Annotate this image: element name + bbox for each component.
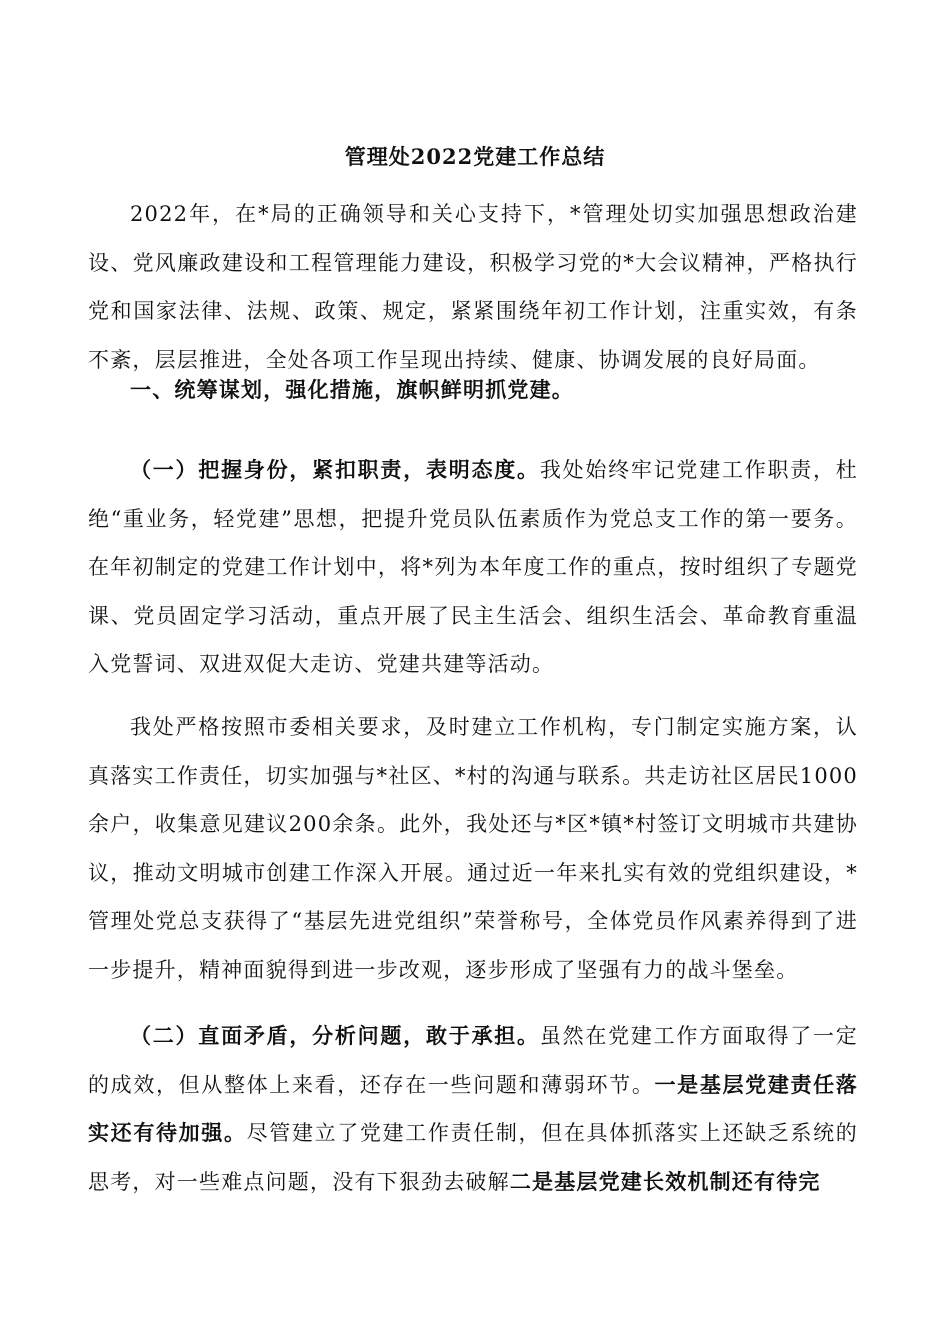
intro-paragraph: 2022年，在*局的正确领导和关心支持下，*管理处切实加强思想政治建设、党风廉政建设和工程管理能力建设，积极学习党的*大会议精神，严格执行党和国家法律、法规、政策、规定，紧紧围绕年初工作计划，注重实效，有条不紊，层层推进，全处各项工作呈现出持续、健康、协调发展的良好局面。 <box>88 202 858 372</box>
subsection-two-paragraph <box>88 1012 858 1206</box>
point-two: 二是基层党建长效机制还有待完 <box>509 1168 821 1194</box>
subsection-two-lead: （二）直面矛盾，分析问题，敢于承担。 <box>130 1023 540 1048</box>
subsection-one-lead: （一）把握身份，紧扣职责，表明态度。 <box>130 457 540 482</box>
point-one: 一是基层党建责任落实还有待加强。 <box>88 1071 858 1146</box>
body-paragraph: 我处严格按照市委相关要求，及时建立工作机构，专门制定实施方案，认真落实工作责任，切实加强与*社区、*村的沟通与联系。共走访社区居民1000余户，收集意见建议200余条。此外，我处还与*区*镇*村签订文明城市共建协议，推动文明城市创建工作深入开展。通过近一年来扎实有效的党组织建设，*管理处党总支获得了“基层先进党组织”荣誉称号，全体党员作风素养得到了进一步提升，精神面貌得到进一步改观，逐步形成了坚强有力的战斗堡垒。 <box>88 715 858 982</box>
subsection-two-body: 虽然在党建工作方面取得了一定的成效，但从整体上来看，还存在一些问题和薄弱环节。 <box>88 1024 858 1097</box>
subsection-one-paragraph <box>88 446 858 689</box>
document-title: 管理处2022党建工作总结 <box>344 144 606 169</box>
subsection-one-body: 我处始终牢记党建工作职责，杜绝“重业务，轻党建”思想，把提升党员队伍素质作为党总支工作的第一要务。在年初制定的党建工作计划中，将*列为本年度工作的重点，按时组织了专题党课、党员固定学习活动，重点开展了民主生活会、组织生活会、革命教育重温入党誓词、双进双促大走访、党建共建等活动。 <box>88 458 858 677</box>
subsection-two-body-continued: 尽管建立了党建工作责任制，但在具体抓落实上还缺乏系统的思考，对一些难点问题，没有下狠劲去破解 <box>88 1121 858 1194</box>
section-heading: 一、统筹谋划，强化措施，旗帜鲜明抓党建。 <box>130 377 574 402</box>
